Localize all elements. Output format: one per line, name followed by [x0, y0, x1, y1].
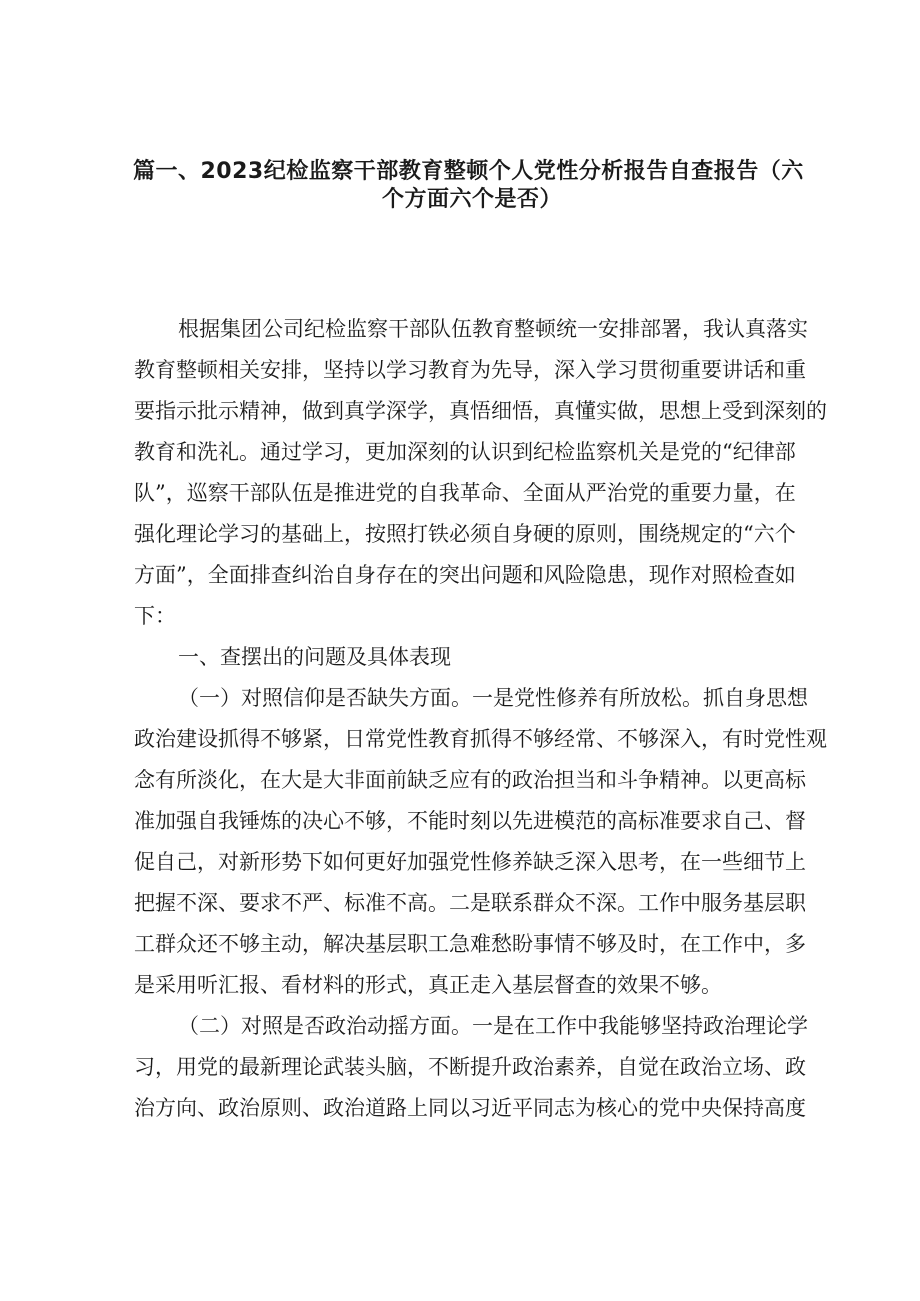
section-1-line-4: 准加强自我锤炼的决心不够，不能时刻以先进模范的高标准要求自己、督 — [134, 809, 806, 833]
section-1-line-5: 促自己，对新形势下如何更好加强党性修养缺乏深入思考，在一些细节上 — [134, 850, 806, 874]
section-1-line-1: （一）对照信仰是否缺失方面。一是党性修养有所放松。抓自身思想 — [178, 686, 808, 710]
section-2-line-2: 习，用党的最新理论武装头脑，不断提升政治素养，自觉在政治立场、政 — [134, 1055, 806, 1079]
intro-line-2: 教育整顿相关安排，坚持以学习教育为先导，深入学习贯彻重要讲话和重 — [134, 358, 806, 382]
section-1-line-8: 是采用听汇报、看材料的形式，真正走入基层督查的效果不够。 — [134, 973, 722, 997]
intro-line-5: 队”，巡察干部队伍是推进党的自我革命、全面从严治党的重要力量，在 — [134, 481, 796, 505]
document-title-line-2: 个方面六个是否） — [382, 187, 563, 212]
section-2-line-1: （二）对照是否政治动摇方面。一是在工作中我能够坚持政治理论学 — [178, 1014, 808, 1038]
intro-line-7: 方面”，全面排查纠治自身存在的突出问题和风险隐患，现作对照检查如 — [134, 563, 796, 587]
intro-line-4: 教育和洗礼。通过学习，更加深刻的认识到纪检监察机关是党的“纪律部 — [134, 440, 796, 464]
section-1-line-2: 政治建设抓得不够紧，日常党性教育抓得不够经常、不够深入，有时党性观 — [134, 727, 827, 751]
section-1-line-3: 念有所淡化，在大是大非面前缺乏应有的政治担当和斗争精神。以更高标 — [134, 768, 806, 792]
intro-line-6: 强化理论学习的基础上，按照打铁必须自身硬的原则，围绕规定的“六个 — [134, 522, 796, 546]
document-title-line-1: 篇一、2023纪检监察干部教育整顿个人党性分析报告自查报告（六 — [133, 159, 804, 184]
intro-line-8: 下： — [134, 604, 176, 628]
section-1-line-7: 工群众还不够主动，解决基层职工急难愁盼事情不够及时，在工作中，多 — [134, 932, 806, 956]
section-1-line-6: 把握不深、要求不严、标准不高。二是联系群众不深。工作中服务基层职 — [134, 891, 806, 915]
intro-line-1: 根据集团公司纪检监察干部队伍教育整顿统一安排部署，我认真落实 — [178, 317, 808, 341]
section-2-line-3: 治方向、政治原则、政治道路上同以习近平同志为核心的党中央保持高度 — [134, 1096, 806, 1120]
section-heading: 一、查摆出的问题及具体表现 — [178, 645, 451, 669]
intro-line-3: 要指示批示精神，做到真学深学，真悟细悟，真懂实做，思想上受到深刻的 — [134, 399, 827, 423]
